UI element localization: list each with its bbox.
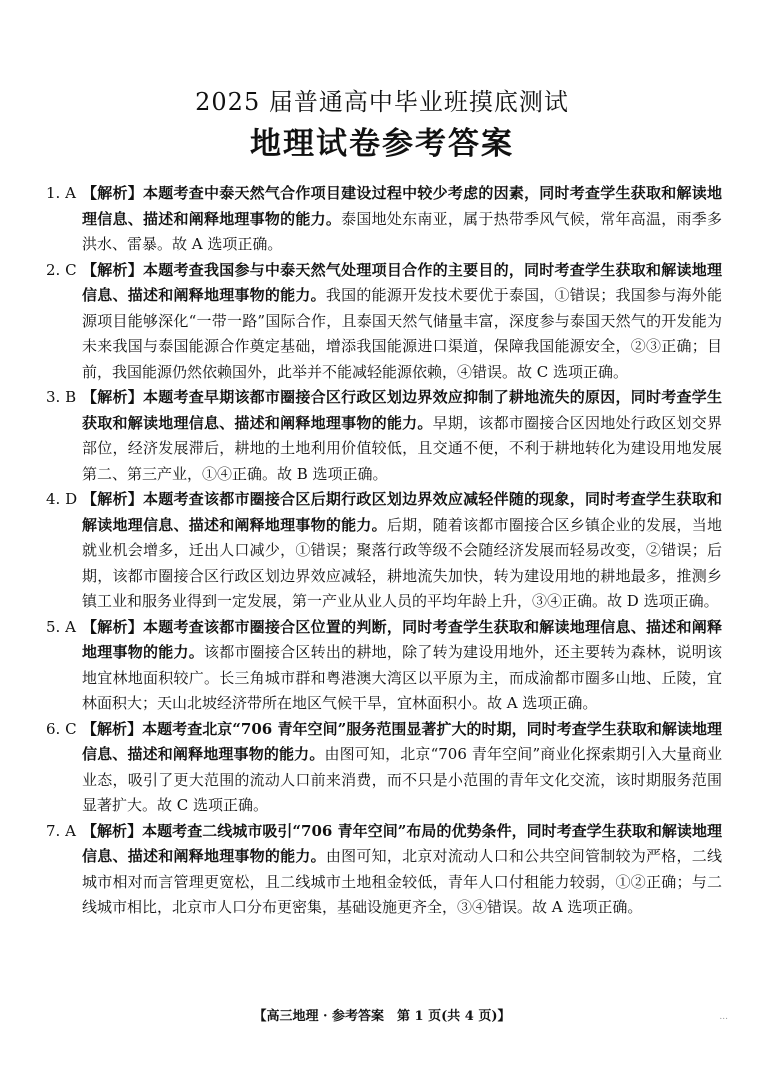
answer-item-7 — [46, 819, 722, 921]
answer-list — [46, 181, 722, 921]
answer-number: 2. C — [46, 260, 77, 279]
analysis-lead: 本题考查北京“706 青年空间”服务范围显著扩大的时期，同时考查学生获取和解读地理信息、描述和阐释地理事物的能力。 — [82, 719, 722, 763]
answer-number: 5. A — [46, 617, 76, 636]
analysis-body: 由图可知，北京对流动人口和公共空间管制较为严格，二线城市相对而言管理更宽松，且二线城市土地租金较低，青年人口付租能力较弱，①②正确；与二线城市相比，北京市人口分布更密集，基础设施更齐全，③④错误。故 A 选项正确。 — [82, 847, 722, 916]
analysis-lead: 本题考查中泰天然气合作项目建设过程中较少考虑的因素，同时考查学生获取和解读地理信息、描述和阐释地理事物的能力。 — [82, 184, 722, 228]
analysis-tag: 【解析】 — [82, 821, 143, 840]
analysis-tag: 【解析】 — [82, 260, 143, 279]
analysis-body: 泰国地处东南亚，属于热带季风气候，常年高温，雨季多洪水、雷暴。故 A 选项正确。 — [82, 209, 722, 253]
analysis-tag: 【解析】 — [82, 490, 143, 508]
analysis-lead: 本题考查我国参与中泰天然气处理项目合作的主要目的，同时考查学生获取和解读地理信息、描述和阐释地理事物的能力。 — [82, 260, 722, 304]
corner-mark: ... — [719, 1012, 728, 1022]
answer-item-2 — [46, 258, 722, 386]
document-title: 地理试卷参考答案 — [250, 126, 514, 162]
answer-item-6 — [46, 717, 722, 819]
exam-title: 2025 届普通高中毕业班摸底测试 — [195, 88, 569, 116]
answer-item-4 — [46, 487, 722, 615]
answer-item-5 — [46, 615, 722, 717]
answer-number: 6. C — [46, 719, 77, 738]
answer-number: 4. D — [46, 490, 78, 508]
answer-item-1 — [46, 181, 722, 258]
analysis-lead: 本题考查该都市圈接合区位置的判断，同时考查学生获取和解读地理信息、描述和阐释地理事物的能力。 — [82, 617, 722, 661]
analysis-tag: 【解析】 — [82, 719, 143, 738]
page-footer: 【高三地理 · 参考答案 第 1 页(共 4 页)】 — [253, 1009, 511, 1024]
analysis-body: 后期，随着该都市圈接合区乡镇企业的发展，当地就业机会增多，迁出人口减少，①错误；聚落行政等级不会随经济发展而轻易改变，②错误；后期，该都市圈接合区行政区划边界效应减轻，耕地流失加快，转为建设用地的耕地最多，推测乡镇工业和服务业得到一定发展，第一产业从业人员的平均年龄上升，③④正确。故 D 选项正确。 — [82, 515, 722, 610]
analysis-lead: 本题考查早期该都市圈接合区行政区划边界效应抑制了耕地流失的原因，同时考查学生获取和解读地理信息、描述和阐释地理事物的能力。 — [82, 388, 722, 432]
analysis-lead: 本题考查该都市圈接合区后期行政区划边界效应减轻伴随的现象，同时考查学生获取和解读地理信息、描述和阐释地理事物的能力。 — [82, 490, 722, 534]
answer-number: 1. A — [46, 184, 76, 202]
analysis-body: 我国的能源开发技术要优于泰国，①错误；我国参与海外能源项目能够深化“一带一路”国际合作，且泰国天然气储量丰富，深度参与泰国天然气的开发能为未来我国与泰国能源合作奠定基础，增添我国能源进口渠道，保障我国能源安全，②③正确；目前，我国能源仍然依赖国外，此举并不能减轻能源依赖，④错误。故 C 选项正确。 — [82, 286, 722, 381]
analysis-tag: 【解析】 — [82, 184, 143, 202]
answer-number: 7. A — [46, 821, 76, 840]
analysis-lead: 本题考查二线城市吸引“706 青年空间”布局的优势条件，同时考查学生获取和解读地理信息、描述和阐释地理事物的能力。 — [82, 821, 722, 865]
analysis-tag: 【解析】 — [82, 388, 143, 406]
analysis-tag: 【解析】 — [82, 617, 143, 636]
answer-number: 3. B — [46, 388, 77, 406]
analysis-body: 由图可知，北京“706 青年空间”商业化探索期引入大量商业业态，吸引了更大范围的流动人口前来消费，而不只是小范围的青年文化交流，该时期服务范围显著扩大。故 C 选项正确。 — [82, 745, 722, 814]
analysis-body: 早期，该都市圈接合区因地处行政区划交界部位，经济发展滞后，耕地的土地利用价值较低，且交通不便，不利于耕地转化为建设用地发展第二、第三产业，①④正确。故 B 选项正确。 — [82, 413, 722, 483]
analysis-body: 该都市圈接合区转出的耕地，除了转为建设用地外，还主要转为森林，说明该地宜林地面积较广。长三角城市群和粤港澳大湾区以平原为主，而成渝都市圈多山地、丘陵，宜林面积大；天山北坡经济带所在地区气候干旱，宜林面积小。故 A 选项正确。 — [82, 643, 722, 712]
answer-item-3 — [46, 385, 722, 487]
